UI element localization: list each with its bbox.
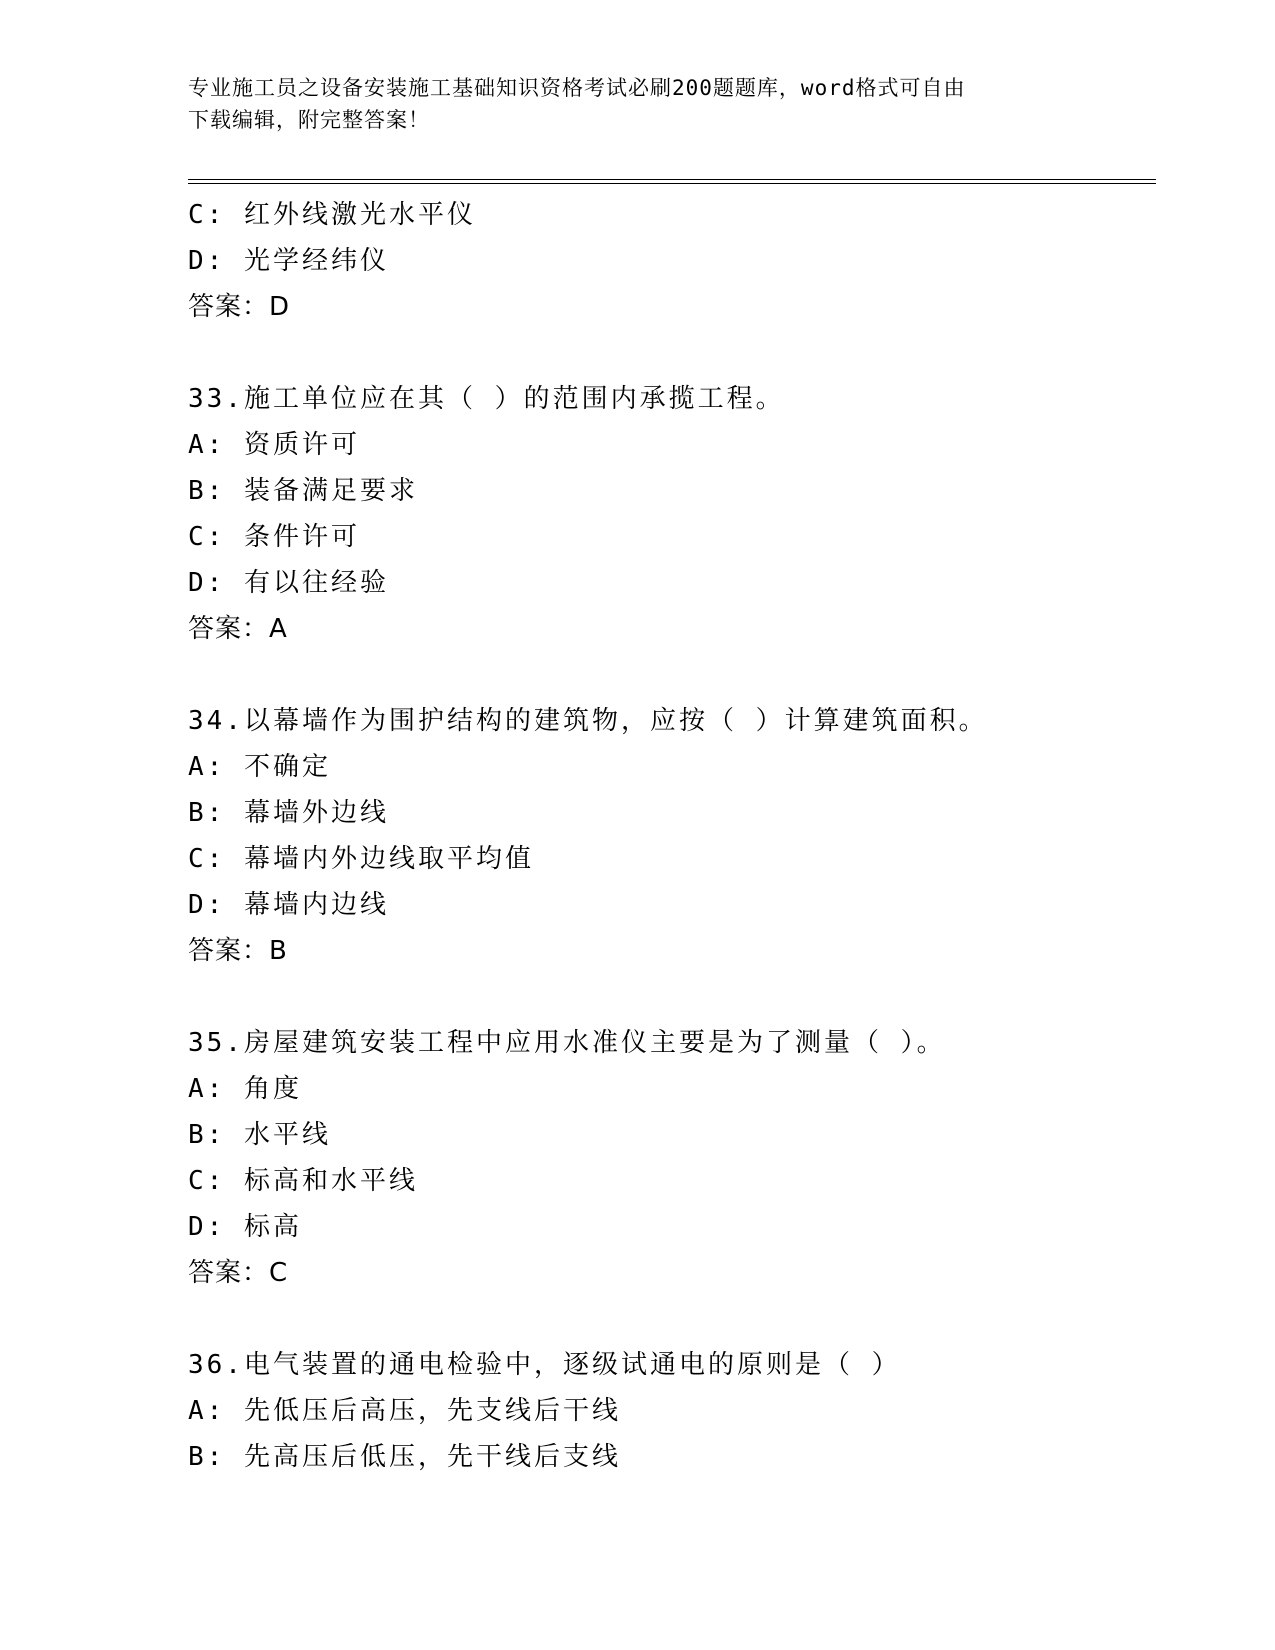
question-list — [188, 192, 1148, 1480]
question-35 — [188, 1020, 1148, 1296]
option-d: D: 光学经纬仪 — [188, 246, 389, 276]
question-33 — [188, 376, 1148, 652]
question-stem: 36.电气装置的通电检验中，逐级试通电的原则是（ ） — [188, 1350, 901, 1380]
option-b: B: 水平线 — [188, 1120, 331, 1150]
answer: 答案：A — [188, 614, 288, 644]
option-c: C: 幕墙内外边线取平均值 — [188, 844, 534, 874]
spacer — [188, 1296, 1148, 1342]
option-b: B: 先高压后低压，先干线后支线 — [188, 1442, 621, 1472]
spacer — [188, 652, 1148, 698]
header-line-1: 专业施工员之设备安装施工基础知识资格考试必刷200题题库，word格式可自由 — [188, 76, 966, 100]
option-d: D: 标高 — [188, 1212, 302, 1242]
header-line-2: 下载编辑，附完整答案！ — [188, 108, 430, 132]
header-rule-bottom — [188, 183, 1156, 184]
option-a: A: 资质许可 — [188, 430, 360, 460]
option-d: D: 幕墙内边线 — [188, 890, 389, 920]
option-d: D: 有以往经验 — [188, 568, 389, 598]
answer: 答案：C — [188, 1258, 289, 1288]
question-stem: 34.以幕墙作为围护结构的建筑物，应按（ ）计算建筑面积。 — [188, 706, 988, 736]
header-rule-top — [188, 179, 1156, 180]
option-a: A: 不确定 — [188, 752, 331, 782]
spacer — [188, 330, 1148, 376]
answer: 答案：B — [188, 936, 288, 966]
option-a: A: 角度 — [188, 1074, 302, 1104]
question-36 — [188, 1342, 1148, 1480]
question-stem: 33.施工单位应在其（ ）的范围内承揽工程。 — [188, 384, 785, 414]
question-34 — [188, 698, 1148, 974]
option-b: B: 装备满足要求 — [188, 476, 418, 506]
option-c: C: 红外线激光水平仪 — [188, 200, 476, 230]
option-c: C: 条件许可 — [188, 522, 360, 552]
question-32-tail — [188, 192, 1148, 330]
option-b: B: 幕墙外边线 — [188, 798, 389, 828]
answer: 答案：D — [188, 292, 291, 322]
spacer — [188, 974, 1148, 1020]
question-stem: 35.房屋建筑安装工程中应用水准仪主要是为了测量（ ）。 — [188, 1028, 946, 1058]
document-header — [188, 72, 1068, 136]
option-c: C: 标高和水平线 — [188, 1166, 418, 1196]
option-a: A: 先低压后高压，先支线后干线 — [188, 1396, 621, 1426]
